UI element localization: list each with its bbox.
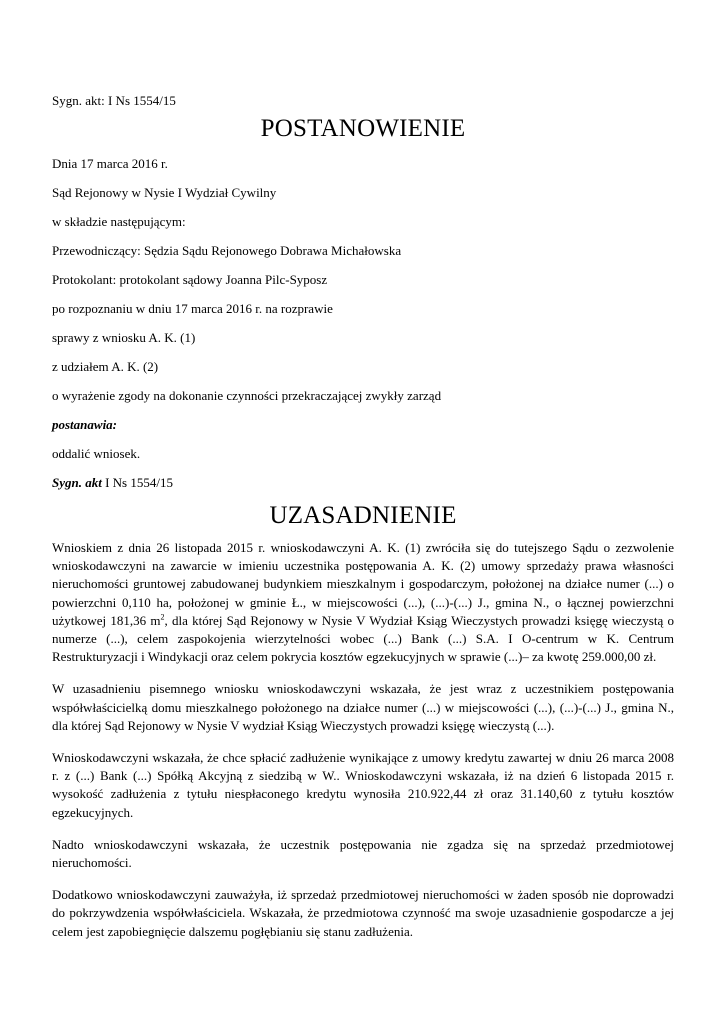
hearing-info: po rozpoznaniu w dniu 17 marca 2016 r. na rozprawie — [52, 301, 333, 316]
case-subject: o wyrażenie zgody na dokonanie czynności przekraczającej zwykły zarząd — [52, 388, 442, 403]
ruling-date: Dnia 17 marca 2016 r. — [52, 156, 168, 171]
document-page — [52, 93, 674, 955]
paragraph-1-text-b: , dla której Sąd Rejonowy w Nysie V Wydział Ksiąg Wieczystych prowadzi księgę wieczystą o numerze (...), celem zaspokojenia wierzytelności wobec (...) Bank (...) S.A. I O-centrum w K. Centrum Restrukturyzacji i Windykacji oraz celem pokrycia kosztów egzekucyjnych w sprawie (...)– za kwotę 259.000,00 zł. — [52, 612, 674, 665]
court-name: Sąd Rejonowy w Nysie I Wydział Cywilny — [52, 185, 277, 200]
sygn-label: Sygn. akt — [52, 475, 102, 490]
superscript-square: 2 — [160, 612, 165, 622]
paragraph-1-text-a: Wnioskiem z dnia 26 listopada 2015 r. wnioskodawczyni A. K. (1) zwróciła się do tutejszego Sądu o zezwolenie wnioskodawczyni na zawarcie w imieniu uczestnika postępowania A. K. (2) umowy sprzedaży prawa własności nieruchomości gruntowej zabudowanej budynkiem mieszkalnym i gospodarczym, położonej na działce numer (...) o powierzchni 0,110 ha, położonej w gminie Ł., w miejscowości (...), (...)-(...) J., gmina N., o łącznej powierzchni użytkowej 181,36 m — [52, 540, 674, 628]
justification-paragraph-2: W uzasadnieniu pisemnego wniosku wnioskodawczyni wskazała, że jest wraz z uczestnikiem postępowania współwłaścicielką domu mieszkalnego położonego na działce numer (...) w miejscowości (...), (...)-(...) J., gmina N., dla której Sąd Rejonowy w Nysie V wydział Ksiąg Wieczystych prowadzi księgę wieczystą (...). — [52, 681, 674, 733]
decides-label: postanawia: — [52, 417, 118, 432]
justification-paragraph-5: Dodatkowo wnioskodawczyni zauważyła, iż sprzedaż przedmiotowej nieruchomości w żaden sposób nie doprowadzi do pokrzywdzenia współwłaściciela. Wskazała, że przedmiotowa czynność ma swoje uzasadnienie gospodarcze a jej celem jest zapobiegnięcie dalszemu pogłębianiu się stanu zadłużenia. — [52, 887, 674, 939]
justification-case-number — [52, 475, 674, 491]
case-applicant: sprawy z wniosku A. K. (1) — [52, 330, 196, 345]
justification-paragraph-4: Nadto wnioskodawczyni wskazała, że uczestnik postępowania nie zgadza się na sprzedaż przedmiotowej nieruchomości. — [52, 836, 674, 871]
justification-paragraph-3: Wnioskodawczyni wskazała, że chce spłacić zadłużenie wynikające z umowy kredytu zawartej w dniu 26 marca 2008 r. z (...) Bank (...) Spółką Akcyjną z siedzibą w W.. Wnioskodawczyni wskazała, iż na dzień 6 listopada 2015 r. wysokość zadłużenia z tytułu niespłaconego kredytu wynosiła 210.922,44 zł oraz 31.140,60 z tytułu kosztów egzekucyjnych. — [52, 750, 674, 820]
composition-label: w składzie następującym: — [52, 214, 186, 229]
ruling-title: POSTANOWIENIE — [260, 115, 466, 142]
case-participant: z udziałem A. K. (2) — [52, 359, 159, 374]
justification-title: UZASADNIENIE — [269, 502, 457, 529]
presiding-judge: Przewodniczący: Sędzia Sądu Rejonowego Dobrawa Michałowska — [52, 243, 402, 258]
justification-paragraph-1 — [52, 539, 674, 666]
sygn-value: I Ns 1554/15 — [105, 475, 173, 490]
decision-text: oddalić wniosek. — [52, 446, 141, 461]
court-clerk: Protokolant: protokolant sądowy Joanna Pilc-Syposz — [52, 272, 328, 287]
case-number: Sygn. akt: I Ns 1554/15 — [52, 93, 176, 108]
